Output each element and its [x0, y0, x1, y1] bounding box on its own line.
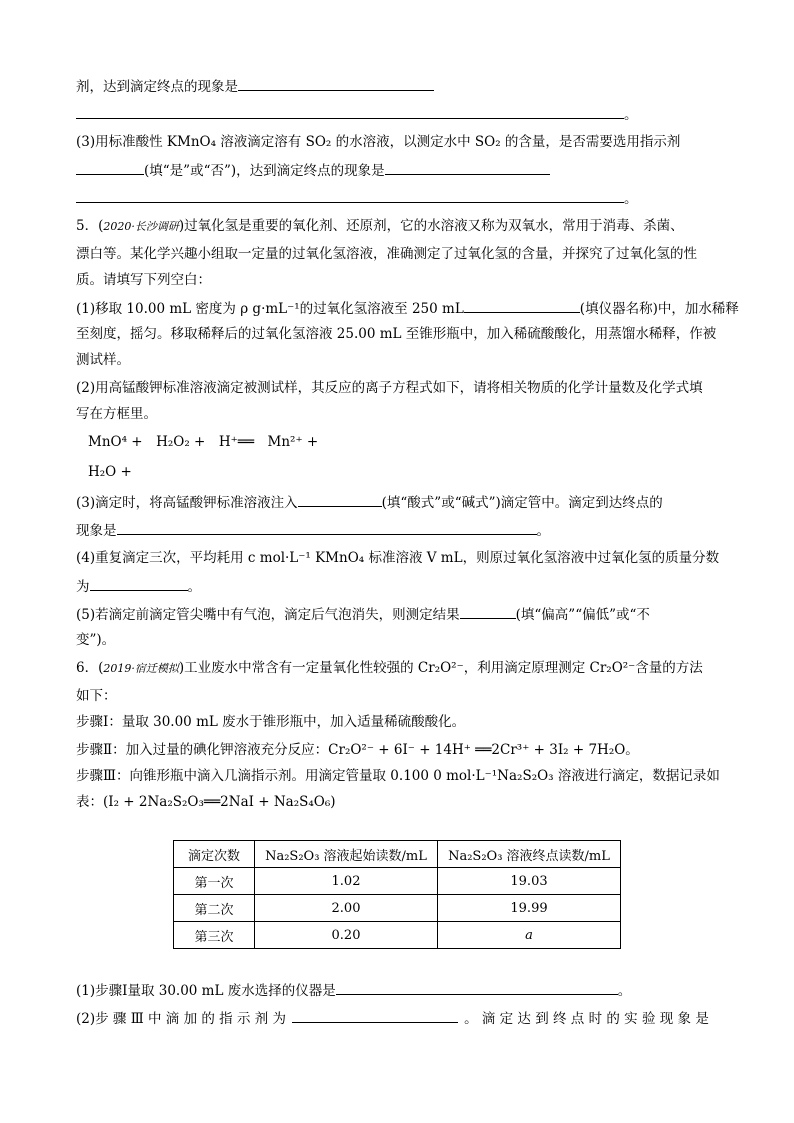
- text-line: 质。请填写下列空白：: [76, 272, 211, 288]
- table-row: [174, 868, 621, 895]
- text-line: (3)用标准酸性 KMnO₄ 溶液滴定溶有 SO₂ 的水溶液，以测定水中 SO₂ 的含量，是否需要选用指示剂: [76, 134, 681, 150]
- text-line: 剂，达到滴定终点的现象是: [76, 76, 434, 97]
- text-line: 如下：: [76, 688, 117, 704]
- text-line: 漂白等。某化学兴趣小组取一定量的过氧化氢溶液，准确测定了过氧化氢的含量，并探究了过氧化氢的性: [76, 246, 697, 262]
- answer-blank[interactable]: [385, 160, 550, 175]
- step-1: 步骤Ⅰ：量取 30.00 mL 废水于锥形瓶中，加入适量稀硫酸酸化。: [76, 714, 466, 730]
- text-line: 测试样。: [76, 352, 130, 368]
- answer-blank[interactable]: [76, 104, 624, 119]
- source-tag: 2019·宿迁模拟: [103, 662, 179, 675]
- text-line: (2)步 骤 Ⅲ 中 滴 加 的 指 示 剂 为 。 滴 定 达 到 终 点 时 的 实 验 现 象 是: [76, 1008, 709, 1029]
- table-cell: 第一次: [174, 868, 255, 895]
- answer-blank[interactable]: [460, 604, 516, 619]
- text-line: (3)滴定时，将高锰酸钾标准溶液注入 (填“酸式”或“碱式”)滴定管中。滴定到达终点的: [76, 492, 663, 513]
- table-cell: 第三次: [174, 922, 255, 949]
- text-line: (1)步骤Ⅰ量取 30.00 mL 废水选择的仪器是 。: [76, 980, 631, 1001]
- text-line: (填“是”或“否”)，达到滴定终点的现象是: [76, 160, 550, 181]
- answer-blank[interactable]: [76, 160, 144, 175]
- text-line: 写在方框里。: [76, 406, 157, 422]
- table-row: [174, 922, 621, 949]
- table-header-row: [174, 841, 621, 868]
- answer-blank[interactable]: [336, 980, 618, 995]
- step-3: 步骤Ⅲ：向锥形瓶中滴入几滴指示剂。用滴定管量取 0.100 0 mol·L⁻¹Na₂S₂O₃ 溶液进行滴定，数据记录如: [76, 768, 720, 784]
- text-line: 变”)。: [76, 632, 116, 648]
- equation-line: H₂O +: [88, 464, 132, 480]
- table-cell: 19.03: [438, 868, 621, 895]
- answer-blank[interactable]: [117, 520, 537, 535]
- text-line: 表：(I₂ + 2Na₂S₂O₃══2NaI + Na₂S₄O₆): [76, 794, 336, 810]
- question-6-heading: 6．(2019·宿迁模拟)工业废水中常含有一定量氧化性较强的 Cr₂O²⁻，利用滴定原理测定 Cr₂O²⁻含量的方法: [76, 660, 703, 676]
- answer-blank[interactable]: [76, 188, 624, 203]
- step-2: 步骤Ⅱ：加入过量的碘化钾溶液充分反应：Cr₂O²⁻ + 6I⁻ + 14H⁺ ══2Cr³⁺ + 3I₂ + 7H₂O。: [76, 742, 639, 758]
- table-header-cell: Na₂S₂O₃ 溶液起始读数/mL: [255, 841, 438, 868]
- answer-blank[interactable]: [292, 1008, 458, 1023]
- table-header-cell: Na₂S₂O₃ 溶液终点读数/mL: [438, 841, 621, 868]
- table-header-cell: 滴定次数: [174, 841, 255, 868]
- text-line: (2)用高锰酸钾标准溶液滴定被测试样，其反应的离子方程式如下，请将相关物质的化学计量数及化学式填: [76, 380, 703, 396]
- text-line: 现象是 。: [76, 520, 550, 541]
- text-line: 为 。: [76, 576, 201, 597]
- source-tag: 2020·长沙调研: [103, 220, 179, 233]
- table-row: [174, 895, 621, 922]
- text-line: 。: [76, 188, 638, 209]
- table-cell: 0.20: [255, 922, 438, 949]
- text-line: (1)移取 10.00 mL 密度为 ρ g·mL⁻¹的过氧化氢溶液至 250 mL (填仪器名称)中，加水稀释: [76, 298, 739, 319]
- text-line: (4)重复滴定三次，平均耗用 c mol·L⁻¹ KMnO₄ 标准溶液 V mL，则原过氧化氢溶液中过氧化氢的质量分数: [76, 550, 720, 566]
- table-cell: 2.00: [255, 895, 438, 922]
- text-line: (5)若滴定前滴定管尖嘴中有气泡，滴定后气泡消失，则测定结果 (填“偏高”“偏低”或“不: [76, 604, 650, 625]
- equation-line: MnO⁴ + H₂O₂ + H⁺══ Mn²⁺ +: [88, 434, 319, 450]
- table-cell: 19.99: [438, 895, 621, 922]
- answer-blank[interactable]: [238, 76, 434, 91]
- answer-blank[interactable]: [464, 298, 580, 313]
- table-cell: 1.02: [255, 868, 438, 895]
- text-line: 至刻度，摇匀。移取稀释后的过氧化氢溶液 25.00 mL 至锥形瓶中，加入稀硫酸酸化，用蒸馏水稀释，作被: [76, 326, 717, 342]
- answer-blank[interactable]: [90, 576, 188, 591]
- titration-data-table: [173, 840, 621, 949]
- answer-blank[interactable]: [298, 492, 382, 507]
- question-5-heading: 5．(2020·长沙调研)过氧化氢是重要的氧化剂、还原剂，它的水溶液又称为双氧水，常用于消毒、杀菌、: [76, 218, 684, 234]
- text-line: 。: [76, 104, 638, 125]
- table-cell: 第二次: [174, 895, 255, 922]
- table-cell: a: [438, 922, 621, 949]
